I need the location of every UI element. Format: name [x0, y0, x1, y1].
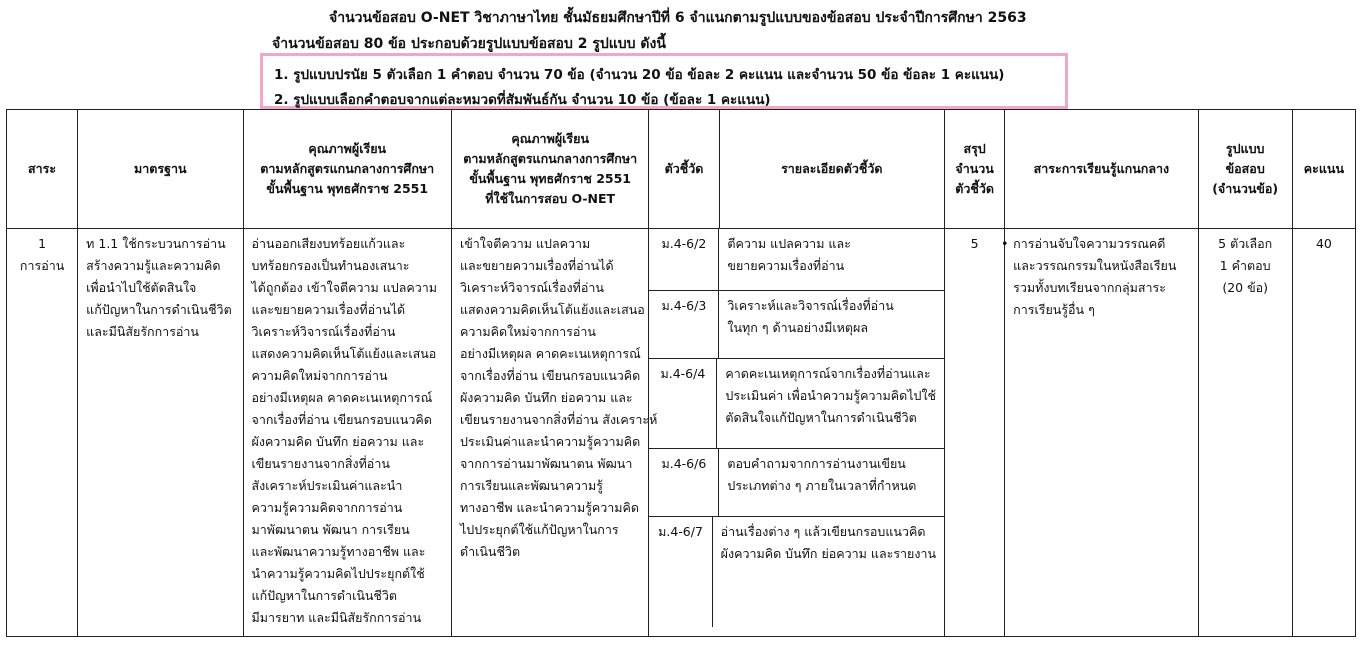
- format-line: 1 คำตอบ: [1219, 258, 1271, 273]
- indicator-detail-line: คาดคะเนเหตุการณ์จากเรื่องที่อ่านและ: [725, 366, 931, 381]
- quality-onet-line: ผังความคิด บันทึก ย่อความ และ: [459, 390, 633, 405]
- quality-onet-line: แสดงความคิดเห็นโต้แย้งและเสนอ: [459, 302, 645, 317]
- quality-core-line: สังเคราะห์ประเมินค่าและนำ: [251, 478, 403, 493]
- quality-onet-cell: [451, 229, 658, 637]
- indicator-detail: [719, 229, 944, 290]
- indicator-detail: [719, 291, 944, 358]
- standard-line: สร้างความรู้และความคิด: [86, 258, 221, 273]
- quality-core-line: อย่างมีเหตุผล คาดคะเนเหตุการณ์: [251, 390, 433, 405]
- quality-core-line: ความรู้ความคิดจากการอ่าน: [251, 500, 403, 515]
- header-format-line: (จำนวนข้อ): [1212, 181, 1279, 196]
- page-subtitle: จำนวนข้อสอบ 80 ข้อ ประกอบด้วยรูปแบบข้อสอบ 2 รูปแบบ ดังนี้: [272, 36, 666, 52]
- quality-core-line: และพัฒนาความรู้ทางอาชีพ และ: [251, 544, 426, 559]
- header-format-line: รูปแบบ: [1225, 141, 1265, 156]
- quality-core-line: มาพัฒนาตน พัฒนา การเรียน: [251, 522, 410, 537]
- header-quality-core-line: ขั้นพื้นฐาน พุทธศักราช 2551: [266, 181, 429, 196]
- quality-onet-line: การเรียนและพัฒนาความรู้: [459, 478, 604, 493]
- score-cell: [1292, 229, 1355, 637]
- quality-onet-line: อย่างมีเหตุผล คาดคะเนเหตุการณ์: [459, 346, 641, 361]
- quality-onet-line: ความคิดใหม่จากการอ่าน: [459, 324, 596, 339]
- standard-cell: [78, 229, 243, 637]
- header-core-content: สาระการเรียนรู้แกนกลาง: [1005, 110, 1198, 229]
- quality-core-line: บทร้อยกรองเป็นทำนองเสนาะ: [251, 258, 410, 273]
- indicator-detail-line: ผังความคิด บันทึก ย่อความ และรายงาน: [720, 546, 937, 561]
- format-cell: [1198, 229, 1292, 637]
- core-content-line: การเรียนรู้อื่น ๆ: [1013, 302, 1095, 317]
- indicator-row: [649, 229, 944, 291]
- indicator-code: ม.4-6/4: [649, 359, 717, 448]
- quality-onet-line: ดำเนินชีวิต: [459, 544, 521, 559]
- header-standard: มาตรฐาน: [78, 110, 243, 229]
- header-score: คะแนน: [1292, 110, 1355, 229]
- core-content-cell: [1001, 229, 1198, 637]
- strand-cell: [7, 229, 78, 637]
- quality-onet-line: เขียนรายงานจากสิ่งที่อ่าน สังเคราะห์: [459, 412, 658, 427]
- header-format-line: ข้อสอบ: [1225, 161, 1265, 176]
- standard-line: ท 1.1 ใช้กระบวนการอ่าน: [86, 236, 226, 251]
- quality-core-line: จากเรื่องที่อ่าน เขียนกรอบแนวคิด: [251, 412, 432, 427]
- quality-core-line: มีมารยาท และมีนิสัยรักการอ่าน: [251, 610, 422, 625]
- quality-core-cell: [243, 229, 451, 637]
- header-strand: สาระ: [7, 110, 78, 229]
- page-title: จำนวนข้อสอบ O-NET วิชาภาษาไทย ชั้นมัธยมศึกษาปีที่ 6 จำแนกตามรูปแบบของข้อสอบ ประจำปีการศึกษา 2563: [329, 10, 1027, 26]
- header-summary-line: จำนวน: [955, 161, 994, 176]
- quality-onet-line: ไปประยุกต์ใช้แก้ปัญหาในการ: [459, 522, 619, 537]
- header-indicator: ตัวชี้วัด: [649, 110, 719, 229]
- quality-onet-line: ทางอาชีพ และนำความรู้ความคิด: [459, 500, 640, 515]
- quality-core-line: และขยายความเรื่องที่อ่านได้: [251, 302, 406, 317]
- indicator-detail-line: ประเภทต่าง ๆ ภายในเวลาที่กำหนด: [727, 478, 917, 493]
- indicator-code: ม.4-6/2: [649, 229, 719, 290]
- score-value: 40: [1315, 236, 1332, 251]
- quality-onet-line: ประเมินค่าและนำความรู้ความคิด: [459, 434, 641, 449]
- quality-core-line: นำความรู้ความคิดไปประยุกต์ใช้: [251, 566, 425, 581]
- quality-core-line: วิเคราะห์วิจารณ์เรื่องที่อ่าน: [251, 324, 396, 339]
- quality-onet-line: วิเคราะห์วิจารณ์เรื่องที่อ่าน: [459, 280, 604, 295]
- quality-core-line: เขียนรายงานจากสิ่งที่อ่าน: [251, 456, 390, 471]
- strand-line: การอ่าน: [19, 258, 65, 273]
- indicator-code: ม.4-6/6: [649, 449, 719, 516]
- bullet-icon: •: [1001, 236, 1009, 251]
- table-header-row: [7, 110, 1356, 229]
- formats-highlight-box: [260, 53, 1068, 109]
- table-row: [7, 229, 1356, 637]
- indicator-detail-line: ประเมินค่า เพื่อนำความรู้ความคิดไปใช้: [725, 388, 937, 403]
- header-quality-onet-line: ขั้นพื้นฐาน พุทธศักราช 2551: [469, 171, 632, 186]
- indicator-detail-line: ตัดสินใจแก้ปัญหาในการดำเนินชีวิต: [725, 410, 917, 425]
- format-item-1: 1. รูปแบบปรนัย 5 ตัวเลือก 1 คำตอบ จำนวน 70 ข้อ (จำนวน 20 ข้อ ข้อละ 2 คะแนน และจำนวน 50 ข้อ ข้อละ 1 คะแนน): [274, 67, 1005, 83]
- indicator-detail: [719, 449, 944, 516]
- standard-line: แก้ปัญหาในการดำเนินชีวิต: [86, 302, 232, 317]
- indicator-detail-line: วิเคราะห์และวิจารณ์เรื่องที่อ่าน: [727, 298, 894, 313]
- core-content-line: รวมทั้งบทเรียนจากกลุ่มสาระ: [1013, 280, 1166, 295]
- indicator-row: [649, 449, 944, 517]
- format-item-2: 2. รูปแบบเลือกคำตอบจากแต่ละหมวดที่สัมพันธ์กัน จำนวน 10 ข้อ (ข้อละ 1 คะแนน): [274, 92, 771, 108]
- indicator-list: [649, 229, 944, 627]
- exam-blueprint-table: [6, 109, 1356, 637]
- header-indicator-detail: รายละเอียดตัวชี้วัด: [719, 110, 945, 229]
- indicator-row: [649, 291, 944, 359]
- header-quality-core: [243, 110, 451, 229]
- indicator-row: [649, 517, 944, 627]
- quality-core-line: แสดงความคิดเห็นโต้แย้งและเสนอ: [251, 346, 437, 361]
- quality-core-line: ความคิดใหม่จากการอ่าน: [251, 368, 388, 383]
- indicator-detail-line: ในทุก ๆ ด้านอย่างมีเหตุผล: [727, 320, 869, 335]
- indicator-detail-line: อ่านเรื่องต่าง ๆ แล้วเขียนกรอบแนวคิด: [720, 524, 926, 539]
- indicator-code: ม.4-6/3: [649, 291, 719, 358]
- header-quality-core-line: คุณภาพผู้เรียน: [308, 141, 387, 156]
- quality-onet-line: เข้าใจตีความ แปลความ: [459, 236, 591, 251]
- indicator-row: [649, 359, 944, 449]
- header-summary: [945, 110, 1005, 229]
- header-format: [1198, 110, 1292, 229]
- format-line: 5 ตัวเลือก: [1218, 236, 1273, 251]
- quality-onet-line: จากเรื่องที่อ่าน เขียนกรอบแนวคิด: [459, 368, 641, 383]
- indicator-detail-line: ตีความ แปลความ และ: [727, 236, 851, 251]
- quality-core-line: อ่านออกเสียงบทร้อยแก้วและ: [251, 236, 406, 251]
- indicator-detail: [713, 517, 944, 627]
- indicator-detail-line: ตอบคำถามจากการอ่านงานเขียน: [727, 456, 906, 471]
- indicator-code: ม.4-6/7: [649, 517, 712, 627]
- header-summary-line: สรุป: [963, 141, 986, 156]
- quality-onet-line: จากการอ่านมาพัฒนาตน พัฒนา: [459, 456, 633, 471]
- core-content-line: การอ่านจับใจความวรรณคดี: [1013, 236, 1166, 251]
- quality-core-line: แก้ปัญหาในการดำเนินชีวิต: [251, 588, 398, 603]
- header-quality-onet-line: ที่ใช้ในการสอบ O-NET: [485, 191, 616, 206]
- summary-count: 5: [970, 236, 979, 251]
- summary-cell: [945, 229, 1005, 637]
- quality-onet-line: และขยายความเรื่องที่อ่านได้: [459, 258, 614, 273]
- indicator-detail: [717, 359, 944, 448]
- core-content-item: [1001, 229, 1197, 325]
- header-quality-onet-line: ตามหลักสูตรแกนกลางการศึกษา: [463, 151, 638, 166]
- format-line: (20 ข้อ): [1222, 280, 1269, 295]
- standard-line: และมีนิสัยรักการอ่าน: [86, 324, 199, 339]
- header-quality-core-line: ตามหลักสูตรแกนกลางการศึกษา: [260, 161, 435, 176]
- quality-core-line: ได้ถูกต้อง เข้าใจตีความ แปลความ: [251, 280, 438, 295]
- core-content-line: และวรรณกรรมในหนังสือเรียน: [1013, 258, 1177, 273]
- indicator-detail-line: ขยายความเรื่องที่อ่าน: [727, 258, 845, 273]
- quality-core-line: ผังความคิด บันทึก ย่อความ และ: [251, 434, 425, 449]
- header-quality-onet: [451, 110, 648, 229]
- indicators-cell: [649, 229, 945, 637]
- header-quality-onet-line: คุณภาพผู้เรียน: [511, 131, 589, 146]
- standard-line: เพื่อนำไปใช้ตัดสินใจ: [86, 280, 197, 295]
- header-summary-line: ตัวชี้วัด: [955, 181, 994, 196]
- strand-line: 1: [38, 236, 47, 251]
